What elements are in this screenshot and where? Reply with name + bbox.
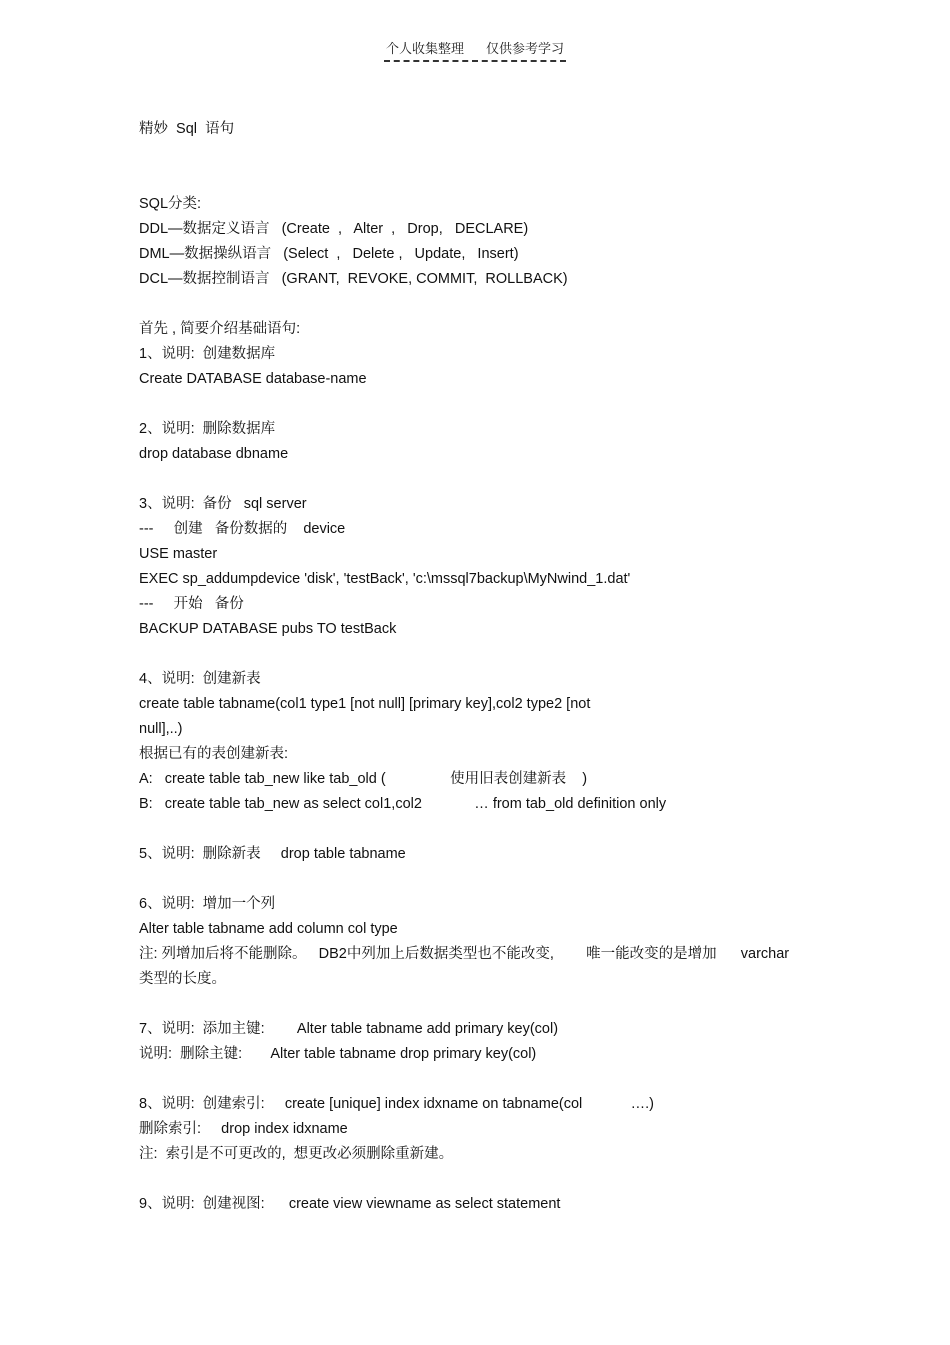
spacer bbox=[139, 992, 819, 1017]
page-header bbox=[0, 38, 950, 62]
spacer bbox=[139, 292, 819, 317]
section-4-line-3: 根据已有的表创建新表: bbox=[139, 746, 289, 762]
section-4-heading: 4、说明: 创建新表 bbox=[139, 671, 261, 687]
section-8-line-1: 8、说明: 创建索引: create [unique] index idxname on tabname(col ….) bbox=[139, 1096, 654, 1112]
section-1-heading: 1、说明: 创建数据库 bbox=[139, 346, 276, 362]
intro-text: 首先 , 简要介绍基础语句: bbox=[139, 321, 301, 337]
section-7-line-2: 说明: 删除主键: Alter table tabname drop primary key(col) bbox=[139, 1046, 537, 1062]
header-right-text: 仅供参考学习 bbox=[486, 41, 565, 56]
section-3-line-5: BACKUP DATABASE pubs TO testBack bbox=[139, 621, 397, 637]
section-3-line-1: --- 创建 备份数据的 device bbox=[139, 521, 346, 537]
section-6-line-1: Alter table tabname add column col type bbox=[139, 921, 398, 937]
section-8-line-3: 注: 索引是不可更改的, 想更改必须删除重新建。 bbox=[139, 1146, 454, 1162]
section-5-heading: 5、说明: 删除新表 drop table tabname bbox=[139, 846, 406, 862]
section-4-line-1: create table tabname(col1 type1 [not null] [primary key],col2 type2 [not bbox=[139, 696, 591, 712]
section-8-line-2: 删除索引: drop index idxname bbox=[139, 1121, 348, 1137]
section-3-line-3: EXEC sp_addumpdevice 'disk', 'testBack', 'c:\mssql7backup\MyNwind_1.dat' bbox=[139, 571, 631, 587]
page-header-underline bbox=[384, 38, 566, 62]
spacer bbox=[139, 467, 819, 492]
spacer bbox=[139, 867, 819, 892]
spacer bbox=[139, 142, 819, 192]
section-2-heading: 2、说明: 删除数据库 bbox=[139, 421, 276, 437]
section-6-line-3: 类型的长度。 bbox=[139, 971, 226, 987]
section-3-line-2: USE master bbox=[139, 546, 218, 562]
spacer bbox=[139, 817, 819, 842]
spacer bbox=[139, 1067, 819, 1092]
section-3-line-4: --- 开始 备份 bbox=[139, 596, 244, 612]
section-4-line-4: A: create table tab_new like tab_old ( 使用旧表创建新表 ) bbox=[139, 771, 588, 787]
section-7-line-1: 7、说明: 添加主键: Alter table tabname add primary key(col) bbox=[139, 1021, 559, 1037]
section-6-heading: 6、说明: 增加一个列 bbox=[139, 896, 276, 912]
spacer bbox=[139, 1167, 819, 1192]
section-6-line-2: 注: 列增加后将不能删除。 DB2中列加上后数据类型也不能改变, 唯一能改变的是增加 varchar bbox=[139, 946, 790, 962]
section-3-heading: 3、说明: 备份 sql server bbox=[139, 496, 307, 512]
section-2-code: drop database dbname bbox=[139, 446, 289, 462]
spacer bbox=[139, 392, 819, 417]
spacer bbox=[139, 642, 819, 667]
section-4-line-2: null],..) bbox=[139, 721, 183, 737]
section-9-line-1: 9、说明: 创建视图: create view viewname as select statement bbox=[139, 1196, 561, 1212]
section-4-line-5: B: create table tab_new as select col1,col2 … from tab_old definition only bbox=[139, 796, 667, 812]
classification-ddl: DDL—数据定义语言 (Create , Alter , Drop, DECLARE) bbox=[139, 221, 529, 237]
header-left-text: 个人收集整理 bbox=[385, 41, 464, 56]
classification-dml: DML—数据操纵语言 (Select , Delete , Update, Insert) bbox=[139, 246, 519, 262]
document-title: 精妙 Sql 语句 bbox=[139, 121, 235, 137]
document-body bbox=[139, 117, 819, 1217]
section-1-code: Create DATABASE database-name bbox=[139, 371, 367, 387]
classification-dcl: DCL—数据控制语言 (GRANT, REVOKE, COMMIT, ROLLBACK) bbox=[139, 271, 568, 287]
classification-heading: SQL分类: bbox=[139, 196, 202, 212]
